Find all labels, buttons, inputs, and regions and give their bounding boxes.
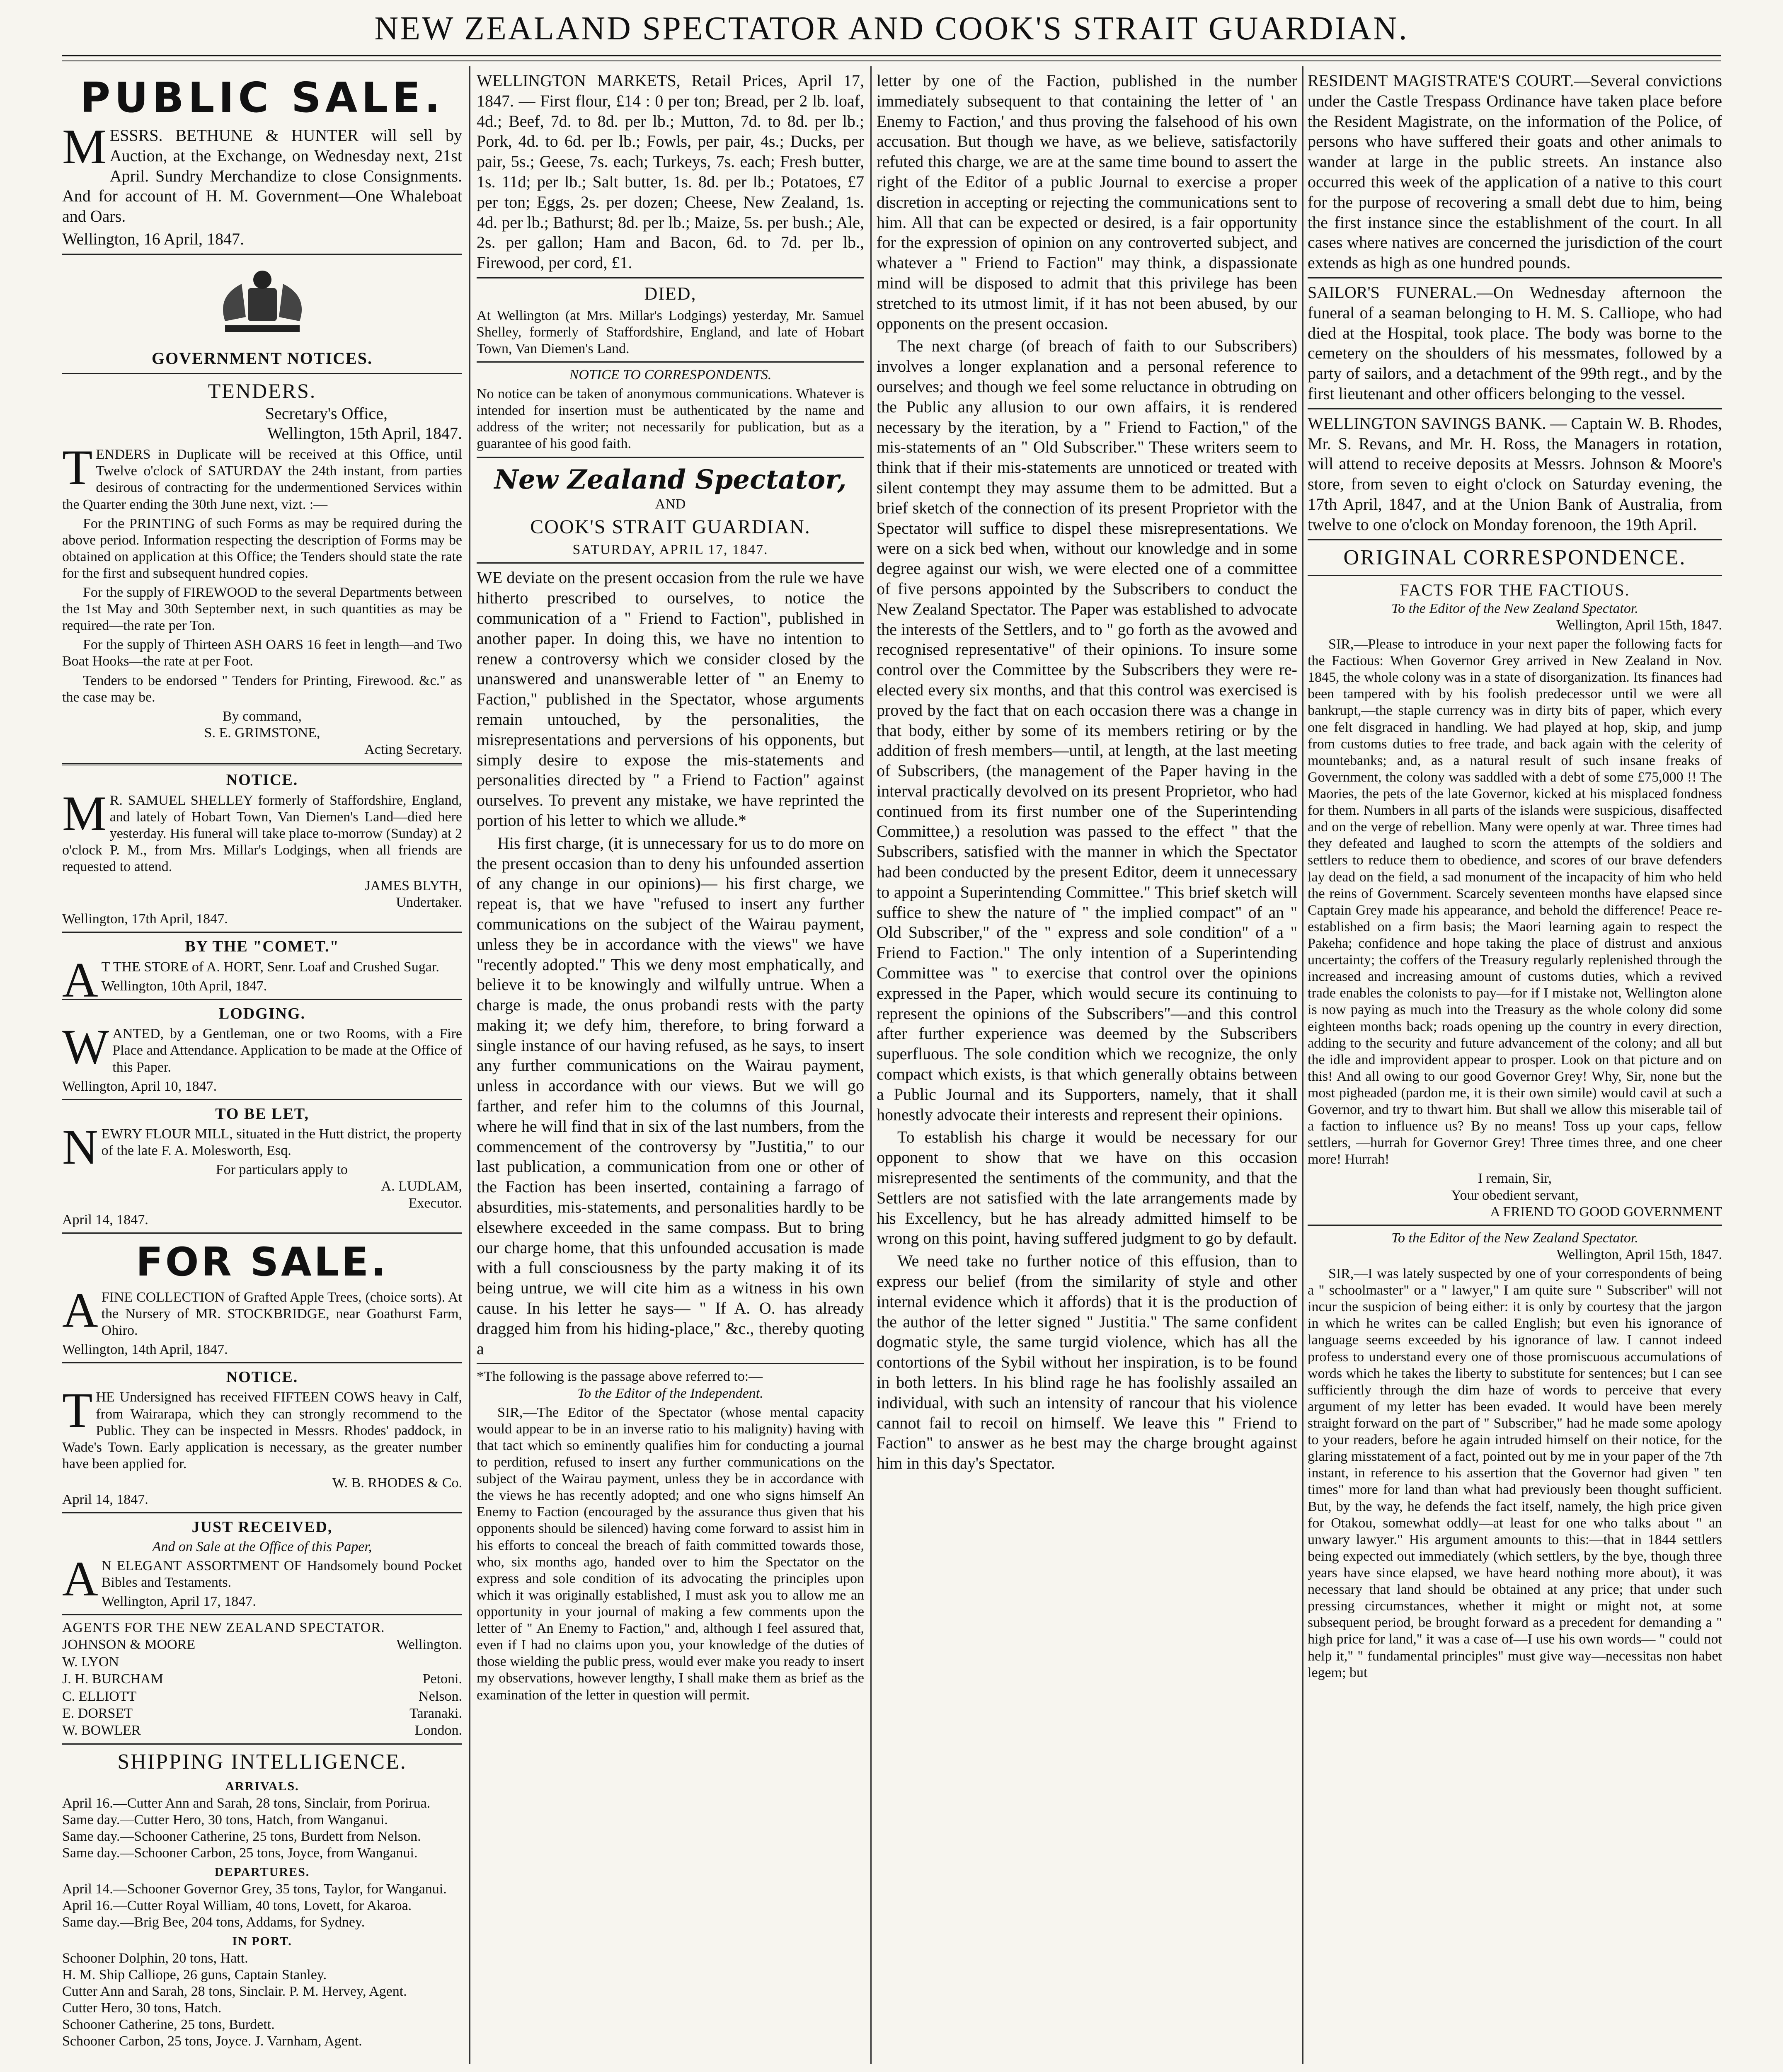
tenders-signature: S. E. GRIMSTONE, [204, 725, 320, 741]
agent-row [62, 1636, 462, 1653]
paper-title: New Zealand Spectator, [494, 464, 847, 495]
letter-date: Wellington, April 15th, 1847. [1556, 1247, 1722, 1262]
agent-row [62, 1653, 462, 1670]
resident-magistrate-paragraph: RESIDENT MAGISTRATE'S COURT.—Several convictions under the Castle Trespass Ordinance have taken place before the Resident Magistrate, on the information of the Police, of persons who have suffered their goats and other animals to wander at large in the public streets. An instance also occurred this week of the application of a native to this court for the purpose of recovering a small debt due to him, being the first instance since the establishment of the court. In all cases where natives are concerned the jurisdiction of the court extends as high as one hundred pounds. [1308, 71, 1722, 272]
correspondents-heading: NOTICE TO CORRESPONDENTS. [569, 367, 772, 382]
in-port-item: Schooner Catherine, 25 tons, Burdett. [62, 2017, 275, 2033]
column-divider [1302, 66, 1303, 2064]
letter-date: Wellington, April 15th, 1847. [1556, 617, 1722, 633]
agents-heading: AGENTS FOR THE NEW ZEALAND SPECTATOR. [62, 1620, 385, 1636]
editorial-paragraph: WE deviate on the present occasion from the rule we have hitherto prescribed to ourselves, to notice the communication of a " Friend to Faction", published in another paper. In doing this, we have no intention to renew a controversy which we consider closed by the unanswered and unanswerable letter of " an Enemy to Faction," published in the Spectator, whose arguments remain untouched, by the personalities, the misrepresentations and perversions of his opponents, but simply desire to expose the mis-statements and personalities directed by " a Friend to Faction" against ourselves. To prevent any mistake, we have reprinted the portion of his letter to which we allude.* [477, 568, 864, 830]
agent-name: E. DORSET [62, 1706, 133, 1721]
footnote-lead: *The following is the passage above referred to:— [477, 1369, 763, 1385]
in-port-item: H. M. Ship Calliope, 26 guns, Captain Stanley. [62, 1967, 327, 1983]
letter-addressee: To the Editor of the New Zealand Spectator. [1391, 600, 1638, 616]
lodging-heading: LODGING. [218, 1005, 306, 1022]
agent-place: Petoni. [422, 1671, 462, 1687]
departures-heading: DEPARTURES. [214, 1865, 310, 1879]
letter-heading: FACTS FOR THE FACTIOUS. [1400, 580, 1630, 599]
government-notices-heading: GOVERNMENT NOTICES. [152, 349, 373, 368]
correspondents-body: No notice can be taken of anonymous communications. Whatever is intended for insertion must be authenticated by the name and address of the writer; not necessarily for publication, but as a guarantee of his good faith. [477, 386, 864, 452]
correspondence-heading: ORIGINAL CORRESPONDENCE. [1343, 545, 1686, 569]
agent-name: J. H. BURCHAM [62, 1671, 163, 1687]
agent-place [330, 1653, 462, 1670]
agent-place: Wellington. [396, 1637, 462, 1653]
editorial-paragraph: His first charge, (it is unnecessary for us to do more on the present occasion than to deny his unfounded assertion of any change in our opinions)— his first charge, we repeat is, that we have "refused to insert any further communications on the subject of the Wairau payment, unless they be in accordance with the views" we have "recently adopted." This we deny most emphatically, and believe it to be knowingly and wilfully untrue. When a charge is made, the onus probandi rests with the party making it; we defy him, therefore, to bring forward a single instance of our having refused, as he says, to insert any further communications on the Wairau payment, unless in accordance with our views. But we will go farther, and refer him to the columns of this Journal, where he will find that in six of the last numbers, from the commencement of the controversy by "Justitia," to our last publication, a communication from one or other of the Faction has been inserted, containing a farrago of absurdities, mis-statements, and personalities hardly to be elsewhere exceeded in the same compass. But to bring our charge home, that this unfounded accusation is made with a full consciousness by the party making it of its being untrue, we will cite him as a witness in his own cause. In his letter he says— " If A. O. has already dragged him from his hiding-place," &c., thereby quoting a [477, 833, 864, 1358]
masthead-rule [62, 55, 1721, 61]
departure-item: Same day.—Brig Bee, 204 tons, Addams, for Sydney. [62, 1915, 365, 1930]
editorial-paragraph: letter by one of the Faction, published in the number immediately subsequent to that containing the letter of ' an Enemy to Faction,' and thus proving the falsehood of his own accusation. But though we have, as we believe, satisfactorily refuted this charge, we are at the same time bound to assert the right of the Editor of a public Journal to exercise a proper discretion in accepting or rejecting the communications sent to him. All that can be expected or desired, is a fair opportunity for the expression of opinion on any controverted subject, and whatever a " Friend to Faction" may think, a dispassionate mind will be disposed to admit that this privilege has been stretched to its utmost limit, if it has not been abused, by our opponents on the present occasion. [877, 71, 1297, 333]
to-let-heading: TO BE LET, [215, 1105, 309, 1123]
agent-row [62, 1705, 462, 1722]
died-heading: DIED, [644, 283, 697, 304]
to-let-signatory-title: Executor. [408, 1195, 462, 1211]
agent-name: W. LYON [62, 1654, 119, 1670]
agent-row [62, 1670, 462, 1687]
editorial-paragraph: The next charge (of breach of faith to our Subscribers) involves a longer explanation and a personal reference to ourselves; and though we feel some reluctance in obtruding on the Public any allusion to our own affairs, it is rendered necessary by the iteration, by a " Friend to Faction," of the mis-statements of an " Old Subscriber." These writers seem to think that if their mis-statements are unnoticed or treated with silent contempt they may assume them to be admitted. But a brief sketch of the connection of its present Proprietor with the Spectator will suffice to dispel these misrepresentations. We were on a sick bed when, without our knowledge and in some degree against our wish, we were elected one of a committee of five persons appointed by the Subscribers to conduct the New Zealand Spectator. The Paper was established to advocate the interests of the Settlers, and to " go forth as the avowed and recognised representative" of their opinions. To insure some control over the Committee by the Subscribers they were re-elected every six months, and that this control was exercised is proved by the fact that on each occasion there was a change in that body, either by some of its members retiring or by the addition of fresh members—until, at length, at the last meeting of Subscribers, (the management of the Paper having in the interval practically devolved on its present Proprietor, who had continued from its first number one of the Superintending Committee,) a resolution was passed to the effect " that the Subscribers, satisfied with the manner in which the Spectator had been conducted by the present Editor, deem it unnecessary to appoint a Superintending Committee." This brief sketch will suffice to shew the nature of " the implied compact" of an " Old Subscriber," of the " express and sole condition" of a " Friend to Faction." The only intention of a Superintending Committee was " to exercise that control over the opinions expressed in the Paper, which would secure its continuing to represent the opinions of the Subscribers"—and this control after further experience was deemed by the Subscribers superfluous. The sole condition which we recognize, the only compact which exists, is that which generally obtains between a Public Journal and its Supporters, namely, that it shall honestly advocate their interests and represent their opinions. [877, 336, 1297, 1124]
arrival-item: Same day.—Schooner Carbon, 25 tons, Joyce, from Wanganui. [62, 1845, 418, 1861]
masthead: NEW ZEALAND SPECTATOR AND COOK'S STRAIT GUARDIAN. [374, 10, 1409, 47]
editorial-paragraph: We need take no further notice of this effusion, than to express our belief (from the similarity of style and other internal evidence which it affords) that it is the production of the author of the letter signed " Justitia." The same confident dogmatic style, the same turgid violence, which has all the contortions of the Sybil without her inspiration, is to be found in both letters. In his blind rage he has foolishly assailed an individual, with such an intensity of rancour that his violence cannot fail to recoil on himself. We leave this " Friend to Faction" to answer as he best may the charge brought against him in this day's Spectator. [877, 1251, 1297, 1473]
in-port-item: Cutter Ann and Sarah, 28 tons, Sinclair. P. M. Hervey, Agent. [62, 1984, 407, 1999]
agent-name: C. ELLIOTT [62, 1688, 137, 1704]
letter-signature: A FRIEND TO GOOD GOVERNMENT [1490, 1204, 1722, 1220]
departure-item: April 14.—Schooner Governor Grey, 35 tons, Taylor, for Wanganui. [62, 1881, 447, 1897]
tenders-by-command: By command, [223, 708, 302, 724]
column-1 [62, 68, 462, 2064]
paper-date: SATURDAY, APRIL 17, 1847. [572, 542, 768, 558]
died-body: At Wellington (at Mrs. Millar's Lodgings) yesterday, Mr. Samuel Shelley, formerly of Staffordshire, England, and late of Hobart Town, Van Diemen's Land. [477, 307, 864, 356]
notice-date: April 14, 1847. [62, 1492, 148, 1508]
column-divider [870, 66, 872, 2064]
notice-signature: JAMES BLYTH, [365, 878, 462, 894]
agents-table [62, 1636, 462, 1739]
letter-closing: I remain, Sir, [1478, 1171, 1552, 1186]
just-received-subheading: And on Sale at the Office of this Paper, [152, 1539, 372, 1554]
tenders-paragraph: For the PRINTING of such Forms as may be required during the above period. Information respecting the description of Forms may be obtained on application at this Office; the Tenders should state the rate for the first and subsequent hundred copies. [62, 516, 462, 581]
lodging-body: WANTED, by a Gentleman, one or two Rooms, with a Fire Place and Attendance. Application to be made at the Office of this Paper. [62, 1019, 462, 1075]
arrival-item: Same day.—Cutter Hero, 30 tons, Hatch, from Wanganui. [62, 1812, 388, 1828]
lodging-date: Wellington, April 10, 1847. [62, 1078, 217, 1094]
column-3 [877, 68, 1297, 2064]
comet-date: Wellington, 10th April, 1847. [101, 978, 267, 994]
letter-closing: Your obedient servant, [1451, 1187, 1579, 1203]
footnote-title: To the Editor of the Independent. [577, 1385, 763, 1401]
to-let-signature: A. LUDLAM, [381, 1179, 462, 1194]
column-4 [1308, 68, 1722, 2064]
agent-row [62, 1688, 462, 1705]
arrival-item: Same day.—Schooner Catherine, 25 tons, Burdett from Nelson. [62, 1829, 421, 1844]
just-received-date: Wellington, April 17, 1847. [101, 1593, 256, 1609]
notice-body: MR. SAMUEL SHELLEY formerly of Staffordshire, England, and lately of Hobart Town, Van Diemen's Land—died here yesterday. His funeral will take place to-morrow (Sunday) at 2 o'clock P. M., from Mrs. Millar's Lodgings, when all friends are requested to attend. [62, 785, 462, 874]
column-2 [477, 68, 864, 2064]
notice-date: Wellington, 17th April, 1847. [62, 911, 228, 927]
agent-place: London. [414, 1723, 462, 1738]
for-sale-body: AFINE COLLECTION of Grafted Apple Trees, (choice sorts). At the Nursery of MR. STOCKBRIDGE, near Goathurst Farm, Ohiro. [62, 1282, 462, 1338]
notice-signatory-title: Undertaker. [396, 895, 462, 910]
notice-signature: W. B. RHODES & Co. [332, 1475, 462, 1491]
markets-report: WELLINGTON MARKETS, Retail Prices, April 17, 1847. — First flour, £14 : 0 per ton; Bread, per 2 lb. loaf, 4d.; Beef, 7d. to 8d. per lb.; Mutton, 7d. to 8d. per lb.; Pork, 4d. to 6d. per lb.; Fowls, per pair, 4s.; Ducks, per pair, 5s.; Geese, 7s. each; Turkeys, 7s. each; Fresh butter, 1s. 11d; per lb.; Salt butter, 1s. 8d. per lb.; Potatoes, £7 per ton; Eggs, 2s. per dozen; Cheese, New Zealand, 1s. 4d. per lb.; Bathurst; 8d. per lb.; Maize, 5s. per bush.; Ale, 2s. per gallon; Ham and Bacon, 6d. to 7d. per lb., Firewood, per cord, £1. [477, 71, 864, 272]
arrivals-heading: ARRIVALS. [225, 1779, 299, 1794]
agent-name: W. BOWLER [62, 1723, 141, 1738]
to-let-date: April 14, 1847. [62, 1212, 148, 1227]
agent-row [62, 1722, 462, 1739]
public-sale-heading: PUBLIC SALE. [80, 73, 445, 122]
notice-heading: NOTICE. [226, 771, 298, 789]
just-received-heading: JUST RECEIVED, [191, 1518, 333, 1536]
letter-body: SIR,—I was lately suspected by one of your correspondents of being a " schoolmaster" or a " lawyer," I am quite sure " Subscriber" will not incur the suspicion of being either: it is only by courtesy that the jargon in which he writes can be called English; but even his ignorance of language seems exceeded by his ignorance of law. I cannot indeed profess to understand every one of those promiscuous accumulations of words which he takes the liberty to substitute for sentences; but I can see sufficiently through the dim haze of words to perceive that every argument of my letter has been evaded. It would have been merely straight forward on the part of " Subscriber," had he made some apology to your readers, before he again intruded himself on their notice, for the glaring misstatement of a fact, pointed out by me in your paper of the 7th instant, in reference to his assertion that the Governor had given " ten times" more for land than what had previously been thought sufficient. But, by the way, he defends the fact itself, namely, the high price given for Otakou, somewhat oddly—at least for one who talks about " an unwary lawyer." His argument amounts to this:—that in 1844 settlers being expected out immediately (which settlers, by the bye, though three years have since elapsed, we have heard nothing more about), it was necessary that land should be obtained at any price; that under such pressing circumstances, whether it might or might not, at some subsequent period, be brought forward as a precedent for demanding a " high price for land," it was a case of—I use his own words— " could not help it," " fundamental principles" must give way—necessitas non habet legem; but [1308, 1266, 1722, 1680]
tenders-paragraph: TENDERS in Duplicate will be received at this Office, until Twelve o'clock of SATURDAY the 24th instant, from parties desirous of contracting for the undermentioned Services within the Quarter ending the 30th June next, vizt. :— [62, 440, 462, 512]
tenders-heading: TENDERS. [208, 379, 317, 402]
shipping-heading: SHIPPING INTELLIGENCE. [117, 1750, 407, 1774]
in-port-heading: IN PORT. [232, 1934, 292, 1949]
notice-body: THE Undersigned has received FIFTEEN COWS heavy in Calf, from Wairarapa, which they can strongly recommend to the Public. They can be inspected in Messrs. Rhodes' paddock, in Wade's Town. Early application is necessary, as the greater number have been applied for. [62, 1382, 462, 1472]
comet-heading: BY THE "COMET." [185, 938, 339, 956]
public-sale-date: Wellington, 16 April, 1847. [62, 229, 244, 248]
tenders-paragraph: For the supply of Thirteen ASH OARS 16 feet in length—and Two Boat Hooks—the rate at per Foot. [62, 637, 462, 669]
tenders-paragraph: For the supply of FIREWOOD to the several Departments between the 1st May and 30th September next, in such quantities as may be required—the rate per Ton. [62, 585, 462, 634]
editorial-paragraph: To establish his charge it would be necessary for our opponent to show that we have on this occasion misrepresented the sentiments of the community, and that the Settlers are not satisfied with the late arrangements made by his Excellency, but he has already admitted himself to be wrong on this point, having suffered judgment to go by default. [877, 1128, 1297, 1248]
tenders-signatory-title: Acting Secretary. [364, 742, 462, 758]
savings-bank-paragraph: WELLINGTON SAVINGS BANK. — Captain W. B. Rhodes, Mr. S. Revans, and Mr. H. Ross, the Managers in rotation, will attend to receive deposits at Messrs. Johnson & Moore's store, from seven to eight o'clock on Saturday evening, the 17th April, 1847, and at the Union Bank of Australia, from twelve to one o'clock on Monday forenoon, the 19th April. [1308, 414, 1722, 534]
in-port-item: Schooner Dolphin, 20 tons, Hatt. [62, 1950, 248, 1966]
paper-title-and: AND [655, 496, 686, 512]
letter-addressee: To the Editor of the New Zealand Spectator. [1391, 1230, 1638, 1246]
agent-place: Nelson. [419, 1688, 462, 1704]
public-sale-body: MESSRS. BETHUNE & HUNTER will sell by Auction, at the Exchange, on Wednesday next, 21st April. Sundry Merchandize to close Consignments. And for account of H. M. Government—One Whaleboat and Oars. [62, 119, 462, 226]
in-port-item: Cutter Hero, 30 tons, Hatch. [62, 2000, 222, 2016]
just-received-body: AN ELEGANT ASSORTMENT OF Handsomely bound Pocket Bibles and Testaments. [62, 1551, 462, 1606]
for-sale-heading: FOR SALE. [136, 1239, 389, 1285]
for-sale-date: Wellington, 14th April, 1847. [62, 1341, 228, 1357]
agent-place: Taranaki. [409, 1706, 462, 1721]
tenders-paragraph: Tenders to be endorsed " Tenders for Printing, Firewood. &c." as the case may be. [62, 673, 462, 705]
royal-arms-crest-icon [200, 263, 325, 346]
comet-body: AT THE STORE of A. HORT, Senr. Loaf and Crushed Sugar. [62, 952, 439, 1007]
to-let-body: NEWRY FLOUR MILL, situated in the Hutt district, the property of the late F. A. Molesworth, Esq. [62, 1119, 462, 1175]
paper-subtitle: COOK'S STRAIT GUARDIAN. [530, 516, 811, 538]
tenders-date: Wellington, 15th April, 1847. [267, 424, 462, 443]
column-divider [469, 66, 470, 2064]
footnote-body: SIR,—The Editor of the Spectator (whose mental capacity would appear to be in an inverse ratio to his malignity) having with that tact which so eminently qualifies him for conducting a journal to perdition, refused to insert any further communications on the subject of the Wairau payment, unless they be in accordance with the views he has recently adopted; and one who signs himself An Enemy to Faction (encouraged by the assurance thus given that his opponents should be silenced) having come forward to assist him in his efforts to conceal the breach of faith committed towards those, who, six months ago, handed over to him the Spectator on the express and sole condition of its advocating the principles upon which it was originally established, I must ask you to allow me an opportunity in your journal of making a few comments upon the letter of " An Enemy to Faction," and, although I feel assured that, even if I had no claims upon you, your knowledge of the duties of those wielding the public press, would ever make you ready to insert my observations, however lengthy, I shall make them as brief as the examination of the letter in question will permit. [477, 1404, 864, 1703]
to-let-apply: For particulars apply to [216, 1162, 348, 1178]
in-port-item: Schooner Carbon, 25 tons, Joyce. J. Varnham, Agent. [62, 2033, 362, 2049]
agent-name: JOHNSON & MOORE [62, 1637, 196, 1653]
letter-body: SIR,—Please to introduce in your next paper the following facts for the Factious: When Governor Grey arrived in New Zealand in Nov. 1845, the whole colony was in a state of disorganization. Its finances had been tampered with by his foolish predecessor until we were all bankrupt,—the staple currency was in dirty bits of paper, which every one felt disgraced in handling. We had played at hop, skip, and jump from customs duties to free trade, and back again with the celerity of mountebanks; and, as a natural result of such insane freaks of Government, the colony was saddled with a debt of some £75,000 !! The Maories, the pets of the late Governor, kicked at his misplaced fondness for them. Numbers in all parts of the islands were suspicious, disaffected and on the verge of rebellion. Many were openly at war. Three times had they defeated and laughed to scorn the attempts of the soldiers and settlers to reduce them to obedience, and scores of our brave defenders lay dead on the field, a sad monument of the incapacity of him who held the reins of Government. Scarcely seventeen months have elapsed since Captain Grey made his appearance, and behold the difference! Peace re-established on a firm basis; the Maori learning again to respect the Pakeha; confidence and hope taking the place of distrust and anxious uncertainty; the coffers of the Treasury regularly replenished through the increased and increasing amount of customs duties, which a revived trade enables the colonists to pay—for if I mistake not, Wellington alone is now paying as much into the Treasury as the whole colony did some eighteen months back; roads opening up the country in every direction, adding to the security and future advancement of the colony; and all but the idle and improvident appear to prosper. Look on that picture and on this! And all owing to our good Governor Grey! Why, Sir, none but the most pigheaded (pardon me, it is their own simile) would cavil at such a Governor, and try to thwart him. But shall we allow this miserable tail of a faction to influence us? By no means! Toss up your caps, fellow settlers, —hurrah for Governor Grey! Three times three, and one cheer more! Hurrah! [1308, 636, 1722, 1167]
tenders-office: Secretary's Office, [265, 404, 388, 423]
departure-item: April 16.—Cutter Royal William, 40 tons, Lovett, for Akaroa. [62, 1898, 412, 1914]
notice-heading: NOTICE. [226, 1368, 298, 1386]
arrival-item: April 16.—Cutter Ann and Sarah, 28 tons, Sinclair, from Porirua. [62, 1795, 431, 1811]
sailors-funeral-paragraph: SAILOR'S FUNERAL.—On Wednesday afternoon the funeral of a seaman belonging to H. M. S. Calliope, who had died at the Hospital, took place. The body was borne to the cemetery on the shoulders of his messmates, followed by a party of sailors, and a detachment of the 99th regt., and by the first lieutenant and other officers belonging to the vessel. [1308, 283, 1722, 403]
